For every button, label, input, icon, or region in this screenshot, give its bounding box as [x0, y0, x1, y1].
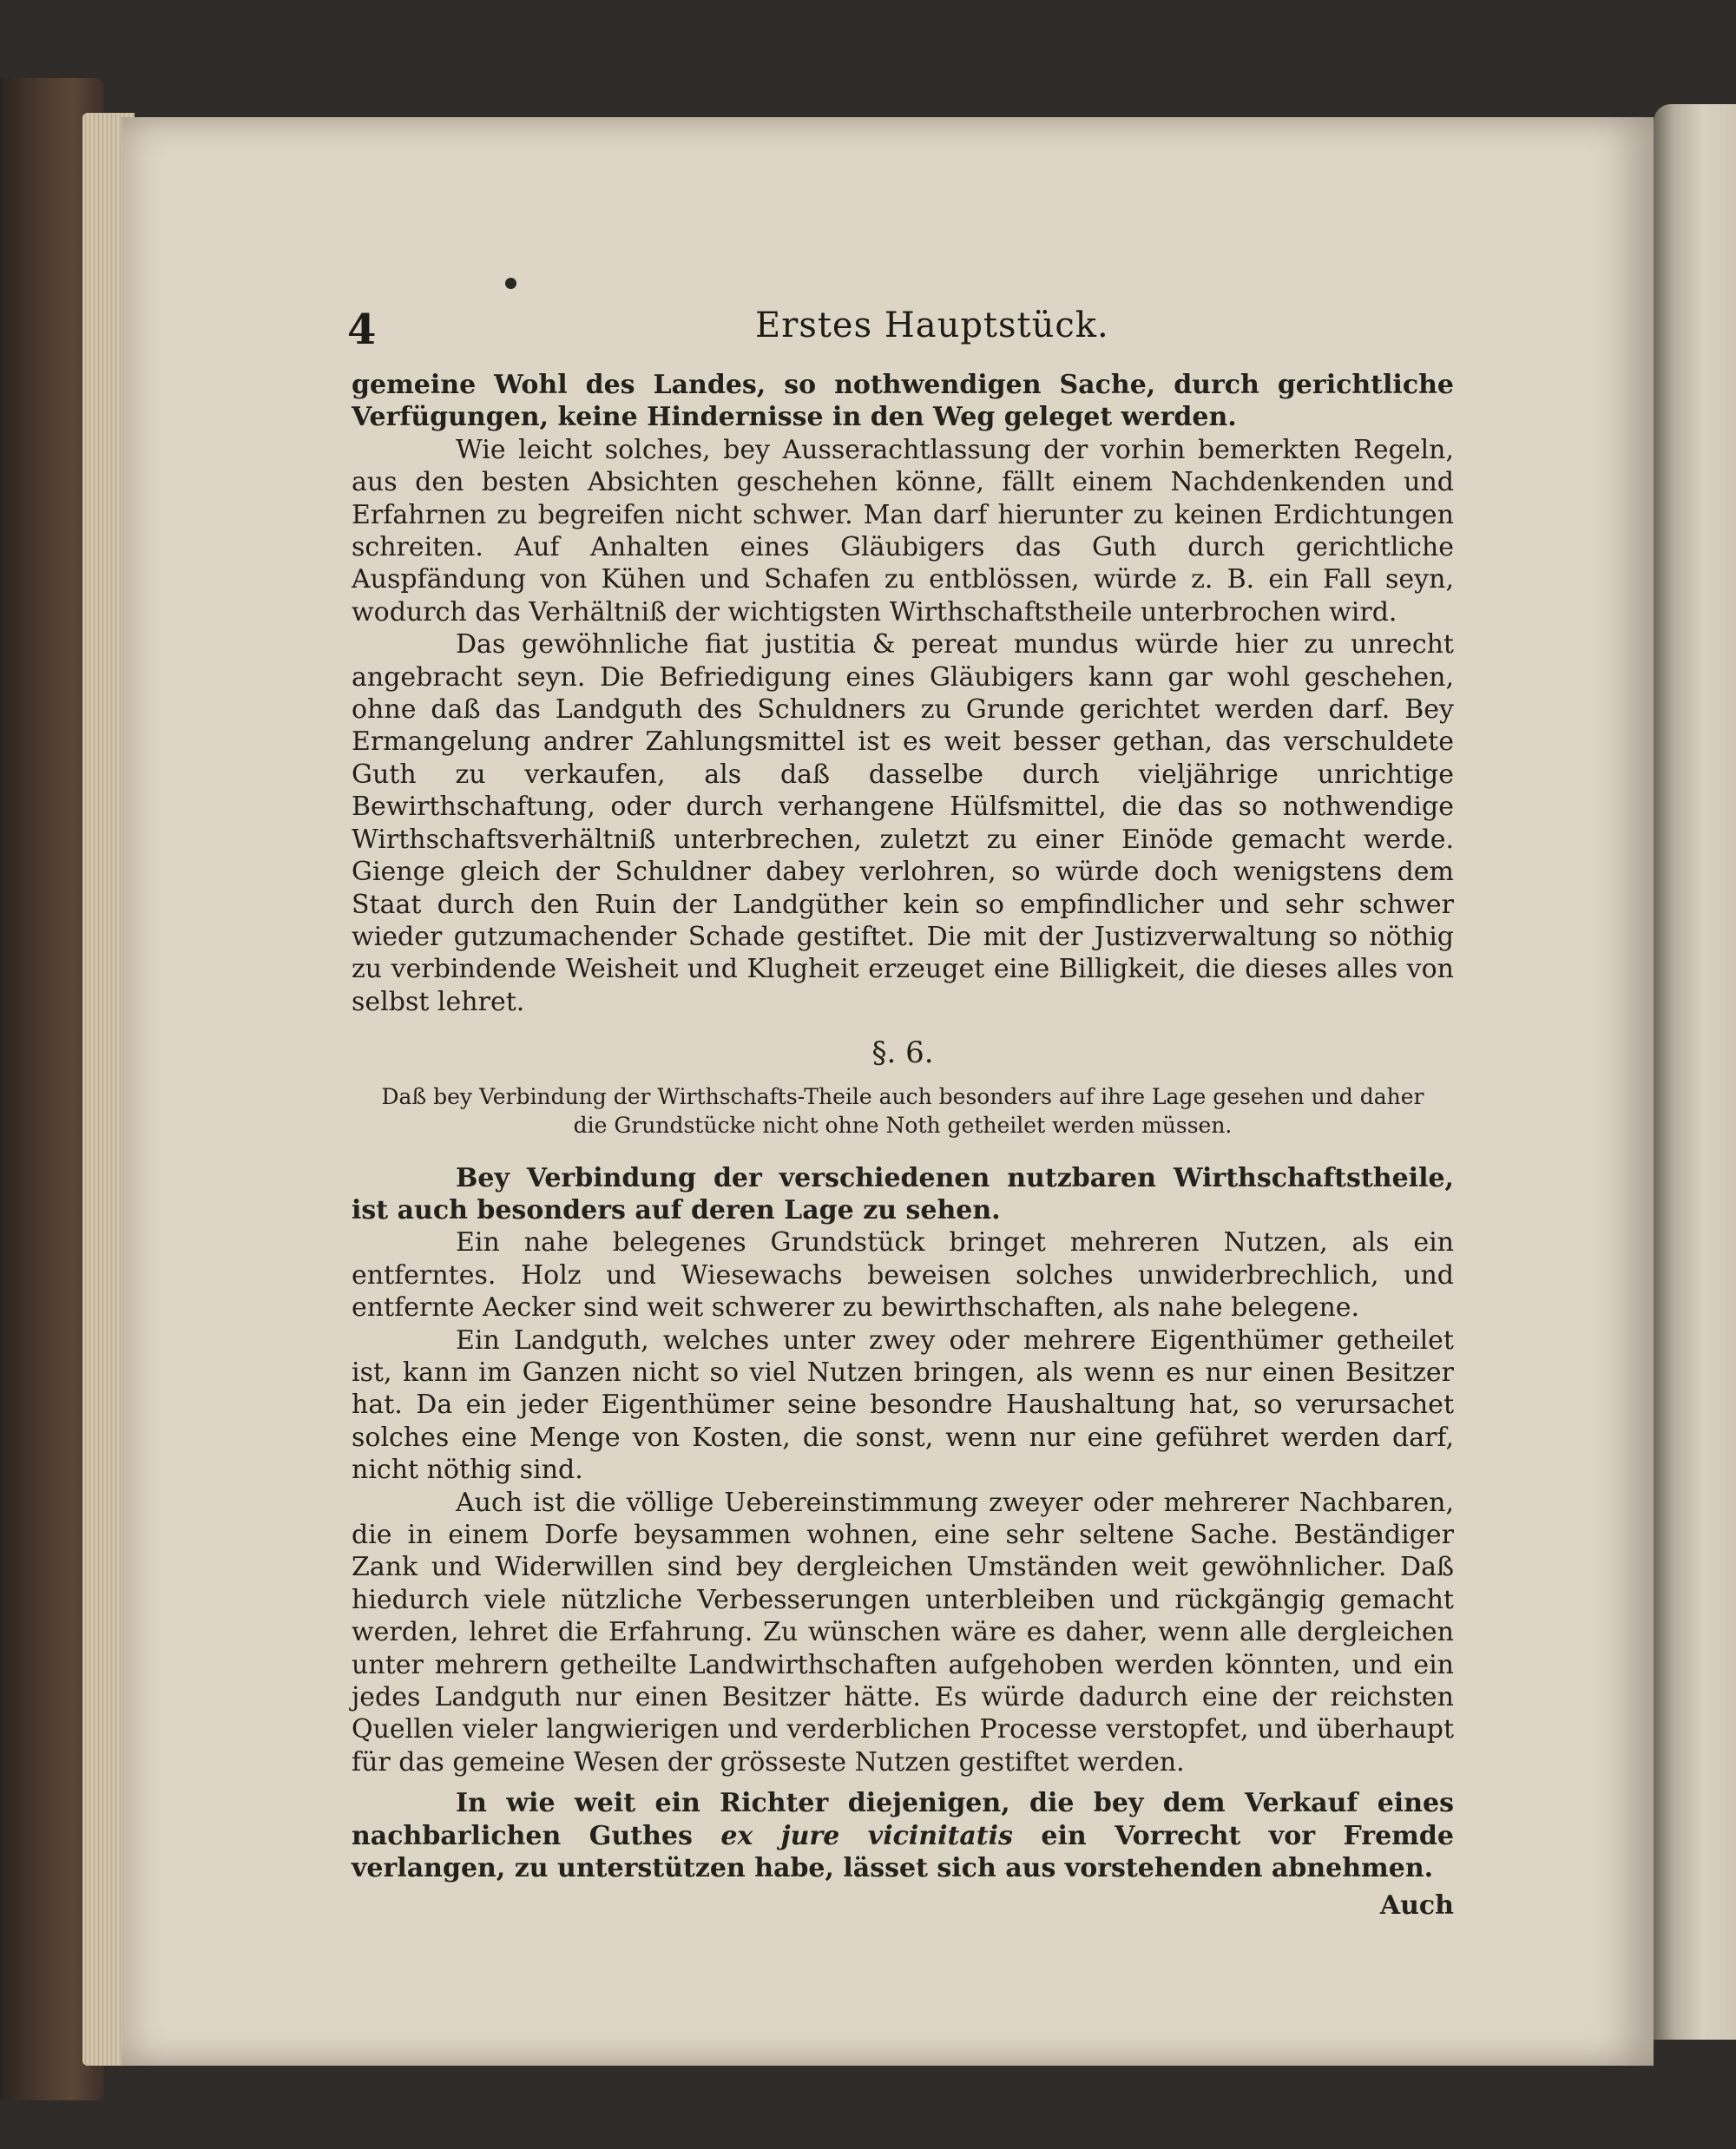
paragraph-2: Wie leicht solches, bey Ausserachtlassung der vorhin bemerkten Regeln, aus den besten Absichten geschehen könne, fällt einem Nachdenkenden und Erfahrnen zu begreifen nicht schwer. Man darf hierunter zu keinen Erdichtungen schreiten. Auf Anhalten eines Gläubigers das Guth durch gerichtliche Auspfändung von Kühen und Schafen zu entblössen, würde z. B. ein Fall seyn, wodurch das Verhältniß der wichtigsten Wirthschaftstheile unterbrochen wird.: [352, 434, 1454, 628]
paragraph-1: gemeine Wohl des Landes, so nothwendigen Sache, durch gerichtliche Verfügungen, keine Hindernisse in den Weg geleget werden.: [352, 370, 1454, 433]
section-title: Daß bey Verbindung der Wirthschafts-Theile auch besonders auf ihre Lage gesehen und daher die Grundstücke nicht ohne Noth getheilet werden müssen.: [381, 1083, 1424, 1138]
latin-phrase: ex jure vicinitatis: [720, 1820, 1013, 1851]
paragraph-3: Das gewöhnliche fiat justitia & pereat mundus würde hier zu unrecht angebracht seyn. Die Befriedigung eines Gläubigers kann gar wohl geschehen, ohne daß das Landguth des Schuldners zu Grunde gerichtet werden darf. Bey Ermangelung andrer Zahlungsmittel ist es weit besser gethan, das verschuldete Guth zu verkaufen, als daß dasselbe durch vieljährige unrichtige Bewirthschaftung, oder durch verhangene Hülfsmittel, die das so nothwendige Wirthschaftsverhältniß unterbrechen, zuletzt zu einer Einöde gemacht werde. Gienge gleich der Schuldner dabey verlohren, so würde doch wenigstens dem Staat durch den Ruin der Landgüther kein so empfindlicher und sehr schwer wieder gutzumachender Schade gestiftet. Die mit der Justizverwaltung so nöthig zu verbindende Weisheit und Klugheit erzeuget eine Billigkeit, die dieses alles von selbst lehret.: [352, 629, 1454, 1017]
paragraph-5: Ein nahe belegenes Grundstück bringet mehreren Nutzen, als ein entferntes. Holz und Wiesewachs beweisen solches unwiderbrechlich, und entfernte Aecker sind weit schwerer zu bewirthschaften, als nahe belegene.: [352, 1227, 1454, 1324]
section-number: §. 6.: [871, 1035, 934, 1071]
catchword: Auch: [1379, 1890, 1454, 1922]
body-text: [352, 369, 1454, 1922]
paragraph-8: [352, 1787, 1454, 1884]
page-number: 4: [347, 306, 377, 354]
ink-dot: [505, 278, 516, 289]
paragraph-8-part-1: In wie weit ein Richter diejenigen, die bey dem Verkauf eines nachbarlichen Guthes: [352, 1788, 1454, 1851]
paragraph-7: Auch ist die völlige Uebereinstimmung zweyer oder mehrerer Nachbaren, die in einem Dorfe beysammen wohnen, eine sehr seltene Sache. Beständiger Zank und Widerwillen sind bey dergleichen Umständen weit gewöhnlicher. Daß hiedurch viele nützliche Verbesserungen unterbleiben und rückgängig gemacht werden, lehret die Erfahrung. Zu wünschen wäre es daher, wenn alle dergleichen unter mehrern getheilte Landwirthschaften aufgehoben werden könnten, und ein jedes Landguth nur einen Besitzer hätte. Es würde dadurch eine der reichsten Quellen vieler langwierigen und verderblichen Processe verstopfet, und überhaupt für das gemeine Wesen der grösseste Nutzen gestiftet werden.: [352, 1487, 1454, 1778]
running-head: Erstes Hauptstück.: [755, 306, 1109, 345]
paragraph-4: Bey Verbindung der verschiedenen nutzbaren Wirthschaftstheile, ist auch besonders auf deren Lage zu sehen.: [352, 1162, 1454, 1226]
paragraph-8-part-2: ein Vorrecht vor Fremde verlangen, zu unterstützen habe, lässet sich aus vorstehenden abnehmen.: [352, 1820, 1454, 1884]
facing-page: [1654, 104, 1736, 2040]
paragraph-6: Ein Landguth, welches unter zwey oder mehrere Eigenthümer getheilet ist, kann im Ganzen nicht so viel Nutzen bringen, als wenn es nur einen Besitzer hat. Da ein jeder Eigenthümer seine besondre Haushaltung hat, so verursachet solches eine Menge von Kosten, die sonst, wenn nur eine geführet werden darf, nicht nöthig sind.: [352, 1324, 1454, 1486]
